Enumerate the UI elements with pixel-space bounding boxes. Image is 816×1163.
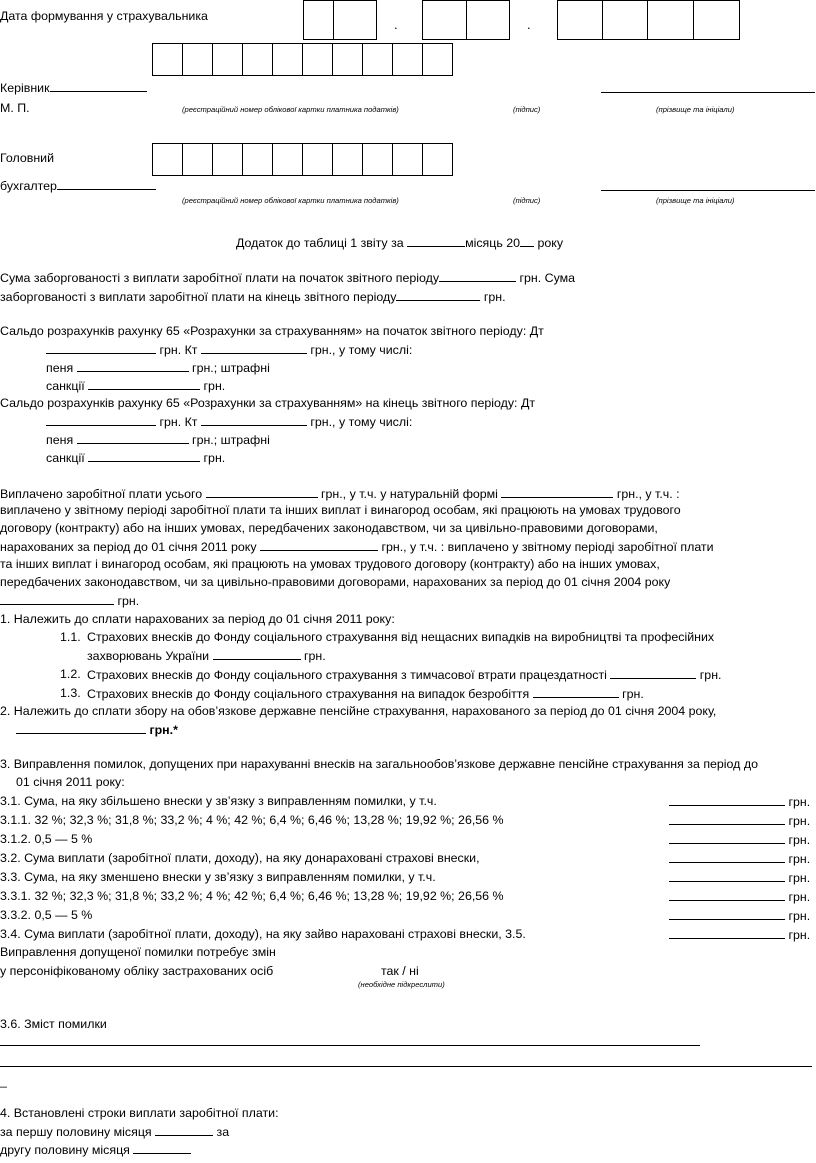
amount-field: грн. (669, 908, 810, 924)
saldo-end-line-2: грн. Кт грн., у тому числі: (46, 414, 412, 430)
paid-in-kind-field[interactable] (501, 486, 613, 498)
accountant-tax-number-cells (152, 143, 452, 176)
amount-field: грн. (669, 794, 810, 810)
yes-no-choice[interactable]: так / ні (381, 964, 419, 978)
mp-label: М. П. (0, 101, 30, 115)
paid-line-3: договору (контракту) або на інших умовах, передбачених законодавством, чи за цивільно-правовими договорами, (0, 521, 658, 535)
month-field[interactable] (407, 235, 465, 247)
item-3-row: 3.2. Сума виплати (заробітної плати, доходу), на яку донараховані страхові внески, (0, 851, 480, 865)
date-cell[interactable] (466, 0, 510, 40)
error-content-line[interactable] (0, 1045, 700, 1046)
item-1-1-number: 1.1. (60, 630, 81, 644)
tax-number-cell[interactable] (422, 43, 453, 76)
year-field[interactable] (520, 235, 534, 247)
amount-field: грн. (669, 832, 810, 848)
item-2-line-2: грн.* (16, 722, 178, 738)
accountant-note-name: (прізвище та ініціали) (656, 196, 735, 205)
item-3-row: 3.3.2. 0,5 — 5 % (0, 908, 93, 922)
page-title: Додаток до таблиці 1 звіту за місяць 20 року (236, 236, 564, 250)
manager-note-sign: (підпис) (513, 105, 541, 114)
date-cell[interactable] (602, 0, 648, 40)
saldo-end-penalty-field[interactable] (77, 432, 189, 444)
item-3-row: 3.4. Сума виплати (заробітної плати, доходу), на яку зайво нараховані страхові внески, 3.5. (0, 927, 526, 941)
paid-line-5: та інших виплат і винагород особам, які працюють на умовах трудового договору (контракту) або на інших умовах, (0, 557, 660, 571)
item-3-line-2: 01 січня 2011 року: (16, 775, 125, 789)
tax-number-cell[interactable] (152, 43, 183, 76)
tax-number-cell[interactable] (242, 143, 273, 176)
manager-label: Керівник (0, 80, 147, 96)
tax-number-cell[interactable] (302, 43, 333, 76)
amount-field: грн. (669, 927, 810, 943)
debt-start-field[interactable] (439, 270, 516, 282)
paid-total-field[interactable] (206, 486, 318, 498)
tax-number-cell[interactable] (392, 43, 423, 76)
error-content-dash: _ (0, 1074, 7, 1088)
tax-number-cell[interactable] (272, 143, 303, 176)
amount-field: грн. (669, 870, 810, 886)
saldo-start-dt-field[interactable] (46, 342, 156, 354)
correction-line-2: у персоніфікованому обліку застрахованих осіб (0, 964, 274, 978)
saldo-start-line-1: Сальдо розрахунків рахунку 65 «Розрахунки за страхуванням» на початок звітного періоду: Дт (0, 324, 544, 338)
saldo-start-line-2: грн. Кт грн., у тому числі: (46, 342, 412, 358)
item-1-1-line-1: Страхових внесків до Фонду соціального страхування від нещасних випадків на виробництві та професійних (87, 630, 715, 644)
tax-number-cell[interactable] (332, 143, 363, 176)
debt-line-2: заборгованості з виплати заробітної плати на кінець звітного періоду грн. (0, 290, 506, 304)
tax-number-cell[interactable] (272, 43, 303, 76)
item-3-row: 3.1.1. 32 %; 32,3 %; 31,8 %; 33,2 %; 4 %; 42 %; 6,4 %; 6,46 %; 13,28 %; 19,92 %; 26,56 % (0, 813, 504, 827)
saldo-start-line-4: санкції грн. (46, 379, 226, 393)
paid-line-2: виплачено у звітному періоді заробітної плати та інших виплат і винагород особам, які працюють на умовах трудового (0, 503, 681, 517)
manager-name-line[interactable] (601, 92, 815, 93)
manager-note-reg: (реєстраційний номер облікової картки платника податків) (182, 105, 399, 114)
underline-note: (необхідне підкреслити) (358, 980, 445, 989)
accountant-name-line[interactable] (601, 190, 815, 191)
second-half-field[interactable] (133, 1142, 191, 1154)
item-1-1-line-2: захворювань України грн. (87, 649, 326, 663)
date-cell[interactable] (303, 0, 334, 40)
date-cell[interactable] (422, 0, 467, 40)
item-2-field[interactable] (16, 722, 146, 734)
item-3: 3. Виправлення помилок, допущених при нарахуванні внесків на загальнообов’язкове державне пенсійне страхування за період до (0, 757, 758, 771)
tax-number-cell[interactable] (242, 43, 273, 76)
tax-number-cell[interactable] (362, 143, 393, 176)
amount-field: грн. (669, 851, 810, 867)
saldo-end-line-3: пеня грн.; штрафні (46, 433, 270, 447)
tax-number-cell[interactable] (422, 143, 453, 176)
date-cell[interactable] (333, 0, 377, 40)
amount-field: грн. (669, 889, 810, 905)
tax-number-cell[interactable] (362, 43, 393, 76)
item-4-line-1: за першу половину місяця за (0, 1125, 230, 1139)
item-1-2: Страхових внесків до Фонду соціального страхування з тимчасової втрати працездатності грн. (87, 668, 722, 682)
item-3-row: 3.1. Сума, на яку збільшено внески у зв’язку з виправленням помилки, у т.ч. (0, 794, 437, 808)
tax-number-cell[interactable] (392, 143, 423, 176)
item-1-1-field[interactable] (213, 648, 301, 660)
paid-line-7: грн. (0, 593, 139, 609)
saldo-end-sanctions-field[interactable] (88, 450, 200, 462)
debt-line-1: Сума заборгованості з виплати заробітної плати на початок звітного періоду грн. Сума (0, 271, 576, 285)
date-cells (303, 0, 739, 40)
date-separator: . (527, 17, 531, 32)
item-1-2-number: 1.2. (60, 667, 81, 681)
correction-line-1: Виправлення допущеної помилки потребує змін (0, 945, 276, 959)
paid-line-1: Виплачено заробітної плати усього грн., у т.ч. у натуральній формі грн., у т.ч. : (0, 487, 680, 501)
saldo-start-line-3: пеня грн.; штрафні (46, 361, 270, 375)
amount-field: грн. (669, 813, 810, 829)
tax-number-cell[interactable] (182, 43, 213, 76)
saldo-start-kt-field[interactable] (201, 342, 307, 354)
accountant-note-sign: (підпис) (513, 196, 541, 205)
paid-2004-field[interactable] (0, 593, 114, 605)
item-3-row: 3.1.2. 0,5 — 5 % (0, 832, 93, 846)
date-cell[interactable] (693, 0, 740, 40)
item-1: 1. Належить до сплати нарахованих за період до 01 січня 2011 року: (0, 612, 395, 626)
item-2: 2. Належить до сплати збору на обов’язкове державне пенсійне страхування, нарахованого за період до 01 січня 2004 року, (0, 704, 717, 718)
saldo-end-line-4: санкції грн. (46, 451, 226, 465)
paid-line-4: нарахованих за період до 01 січня 2011 року грн., у т.ч. : виплачено у звітному періоді заробітної плати (0, 540, 714, 554)
saldo-start-sanctions-field[interactable] (88, 378, 200, 390)
date-separator: . (394, 17, 398, 32)
accountant-label-2: бухгалтер (0, 178, 156, 194)
item-3-row: 3.3. Сума, на яку зменшено внески у зв’язку з виправленням помилки, у т.ч. (0, 870, 436, 884)
saldo-end-dt-field[interactable] (46, 414, 156, 426)
tax-number-cell[interactable] (332, 43, 363, 76)
saldo-start-penalty-field[interactable] (77, 360, 189, 372)
date-label: Дата формування у страхувальника (0, 9, 208, 23)
tax-number-cell[interactable] (182, 143, 213, 176)
tax-number-cell[interactable] (302, 143, 333, 176)
date-cell[interactable] (557, 0, 603, 40)
manager-signature-line[interactable] (50, 80, 147, 92)
item-1-3: Страхових внесків до Фонду соціального страхування на випадок безробіття грн. (87, 687, 644, 701)
accountant-note-reg: (реєстраційний номер облікової картки платника податків) (182, 196, 399, 205)
tax-number-cell[interactable] (152, 143, 183, 176)
item-1-2-field[interactable] (610, 667, 696, 679)
manager-note-name: (прізвище та ініціали) (656, 105, 735, 114)
error-content-label: 3.6. Зміст помилки (0, 1017, 107, 1031)
saldo-end-line-1: Сальдо розрахунків рахунку 65 «Розрахунки за страхуванням» на кінець звітного періоду: Дт (0, 396, 536, 410)
tax-number-cell[interactable] (212, 43, 243, 76)
item-3-row: 3.3.1. 32 %; 32,3 %; 31,8 %; 33,2 %; 4 %; 42 %; 6,4 %; 6,46 %; 13,28 %; 19,92 %; 26,56 % (0, 889, 504, 903)
accountant-signature-line[interactable] (57, 178, 156, 190)
tax-number-cell[interactable] (212, 143, 243, 176)
item-4: 4. Встановлені строки виплати заробітної плати: (0, 1106, 279, 1120)
accountant-label-1: Головний (0, 151, 55, 165)
item-1-3-field[interactable] (533, 686, 619, 698)
item-1-3-number: 1.3. (60, 686, 81, 700)
debt-end-field[interactable] (396, 289, 480, 301)
saldo-end-kt-field[interactable] (201, 414, 307, 426)
manager-tax-number-cells (152, 43, 452, 76)
first-half-field[interactable] (155, 1124, 213, 1136)
date-cell[interactable] (647, 0, 694, 40)
item-4-line-2: другу половину місяця (0, 1142, 191, 1158)
paid-2011-field[interactable] (260, 539, 378, 551)
paid-line-6: передбачених законодавством, чи за цивільно-правовими договорами, нарахованих за період до 01 січня 2004 року (0, 575, 671, 589)
error-content-line[interactable] (0, 1066, 812, 1067)
